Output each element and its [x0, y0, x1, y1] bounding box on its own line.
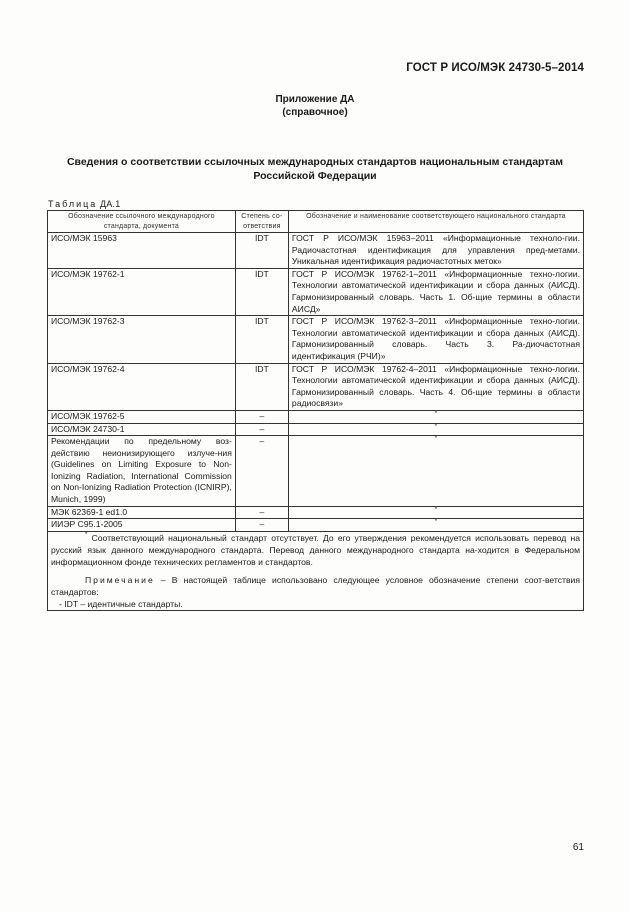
page-number: 61: [572, 842, 584, 853]
table-caption: [48, 199, 120, 209]
table-notes: [48, 531, 584, 610]
table-row: [48, 410, 584, 423]
appendix-title: Приложение ДА: [275, 94, 355, 105]
footnote-mark: *: [85, 531, 88, 538]
table-row: [48, 316, 584, 363]
cell-degree: –: [235, 436, 288, 507]
footnote-star: *: [434, 436, 438, 443]
appendix-heading: [0, 93, 630, 119]
table-row: [48, 268, 584, 315]
cell-reference: ИСО/МЭК 24730-1: [48, 423, 236, 436]
standards-table: [47, 210, 584, 611]
table-row: [48, 233, 584, 269]
cell-degree: IDT: [235, 363, 288, 410]
table-row: [48, 363, 584, 410]
appendix-subtitle: (справочное): [282, 107, 348, 118]
header-degree: Степень со-ответствия: [235, 211, 288, 233]
cell-reference: ИСО/МЭК 19762-4: [48, 363, 236, 410]
footnote-star: *: [434, 423, 438, 430]
section-title-line1: Сведения о соответствии ссылочных международных стандартов национальным стандартам: [66, 156, 564, 168]
cell-national: ГОСТ Р ИСО/МЭК 19762-3–2011 «Информационные техно-логии. Технологии автоматической идентификации и сбора данных (АИСД). Гармонизированный словарь. Часть 3. Ра-диочастотная идентификация (РЧИ)»: [288, 316, 583, 363]
table-row: [48, 506, 584, 519]
table-notes-row: [48, 531, 584, 610]
table-header-row: [48, 211, 584, 233]
cell-reference: ИСО/МЭК 19762-5: [48, 410, 236, 423]
table-row: [48, 436, 584, 507]
cell-national: [288, 506, 583, 519]
table-caption-number: ДА.1: [100, 199, 121, 209]
note-label: Примечание: [85, 574, 155, 585]
table-row: [48, 519, 584, 532]
footnote: [51, 532, 580, 568]
cell-reference: ИСО/МЭК 15963: [48, 233, 236, 269]
cell-reference: ИИЭР C95.1-2005: [48, 519, 236, 532]
document-code: ГОСТ Р ИСО/МЭК 24730-5–2014: [406, 62, 584, 74]
note-text: – В настоящей таблице использовано следующее условное обозначение степени соот-ветствия стандартов:: [51, 574, 580, 597]
note-item: - IDT – идентичные стандарты.: [59, 598, 183, 609]
cell-national: ГОСТ Р ИСО/МЭК 19762-4–2011 «Информационные техно-логии. Технологии автоматической идентификации и сбора данных (АИСД). Гармонизированный словарь. Часть 4. Об-щие термины в области радиосвязи»: [288, 363, 583, 410]
section-title: [48, 155, 582, 183]
cell-reference: ИСО/МЭК 19762-1: [48, 268, 236, 315]
cell-national: [288, 423, 583, 436]
cell-degree: –: [235, 519, 288, 532]
table-caption-label: Таблица: [48, 199, 98, 209]
footnote-text: Соответствующий национальный стандарт отсутствует. До его утверждения рекомендуется использовать перевод на русский язык данного международного стандарта. Перевод данного международного стандарта на-ходится в Федеральном информационном фонде технических регламентов и стандартов.: [51, 532, 580, 567]
cell-reference: ИСО/МЭК 19762-3: [48, 316, 236, 363]
footnote-star: *: [434, 506, 438, 513]
table-row: [48, 423, 584, 436]
cell-degree: –: [235, 410, 288, 423]
note: [51, 574, 580, 598]
cell-degree: –: [235, 506, 288, 519]
cell-national: ГОСТ Р ИСО/МЭК 15963–2011 «Информационные техноло-гии. Радиочастотная идентификация для управления пред-метами. Уникальная идентификация радиочастотных меток»: [288, 233, 583, 269]
cell-reference: Рекомендации по предельному воз-действию неионизирующего излуче-ния (Guidelines on Limiting Exposure to Non-Ionizing Radiation, International Commission on Non-Ionizing Radiation Protection (ICNIRP), Munich, 1999): [48, 436, 236, 507]
cell-degree: IDT: [235, 268, 288, 315]
cell-degree: –: [235, 423, 288, 436]
header-national: Обозначение и наименование соответствующего национального стандарта: [288, 211, 583, 233]
cell-degree: IDT: [235, 316, 288, 363]
cell-national: [288, 410, 583, 423]
header-reference: Обозначение ссылочного международного стандарта, документа: [48, 211, 236, 233]
cell-national: [288, 436, 583, 507]
cell-national: ГОСТ Р ИСО/МЭК 19762-1–2011 «Информационные техно-логии. Технологии автоматической идентификации и сбора данных (АИСД). Гармонизированный словарь. Часть 1. Об-щие термины в области АИСД»: [288, 268, 583, 315]
cell-reference: МЭК 62369-1 ed1.0: [48, 506, 236, 519]
footnote-star: *: [434, 519, 438, 526]
footnote-star: *: [434, 410, 438, 417]
section-title-line2: Российской Федерации: [253, 170, 377, 182]
cell-national: [288, 519, 583, 532]
cell-degree: IDT: [235, 233, 288, 269]
